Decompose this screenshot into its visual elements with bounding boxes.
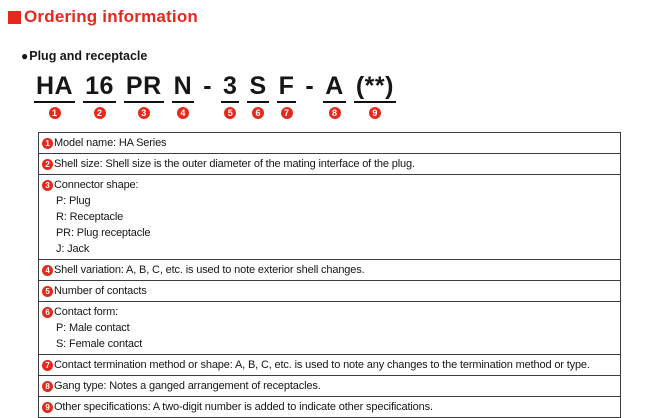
part-number-text: - (305, 72, 315, 100)
part-number-text: N (172, 73, 195, 103)
part-number-segment (221, 73, 239, 119)
table-row (39, 133, 620, 153)
row-number-badge: 8 (42, 381, 53, 392)
segment-number-badge: 2 (94, 107, 106, 119)
subsection-title: Plug and receptacle (29, 49, 148, 63)
segment-number-badge: 9 (369, 107, 381, 119)
part-number-text: A (323, 73, 346, 103)
part-number-segment (172, 73, 195, 119)
part-number-segment (323, 73, 346, 119)
table-row (39, 396, 620, 417)
table-row-main-line (42, 283, 617, 299)
segment-number-badge: 5 (224, 107, 236, 119)
part-number-segment (277, 73, 297, 119)
table-row-main-line (42, 135, 617, 151)
part-number-text: (**) (354, 73, 396, 103)
row-text: Shell variation: A, B, C, etc. is used to note exterior shell changes. (54, 264, 365, 276)
part-number-text: F (277, 73, 297, 103)
bullet-icon: ● (21, 49, 29, 63)
part-number-segment (354, 73, 396, 119)
table-row-sub-line: J: Jack (56, 243, 90, 255)
table-row-main-line (42, 378, 617, 394)
table-row-main-line (42, 156, 617, 172)
row-text: Other specifications: A two-digit number is added to indicate other specifications. (54, 401, 433, 413)
row-text: Number of contacts (54, 285, 147, 297)
table-row-sub-line: P: Plug (56, 195, 91, 207)
row-number-badge: 1 (42, 138, 53, 149)
segment-number-badge: 6 (252, 107, 264, 119)
table-row (39, 375, 620, 396)
part-number-text: - (203, 72, 213, 100)
table-row-main-line (42, 357, 617, 373)
page-title: Ordering information (24, 7, 198, 26)
part-number-text: HA (34, 73, 75, 103)
row-number-badge: 7 (42, 360, 53, 371)
segment-number-badge: 8 (329, 107, 341, 119)
row-number-badge: 9 (42, 402, 53, 413)
table-row (39, 301, 620, 354)
row-text: Contact termination method or shape: A, B, C, etc. is used to note any changes to the termination method or type. (54, 359, 590, 371)
page-header (0, 0, 658, 27)
table-row (39, 259, 620, 280)
table-row (39, 174, 620, 259)
part-number-separator (202, 73, 213, 101)
row-number-badge: 4 (42, 265, 53, 276)
part-number-text: 16 (83, 73, 116, 103)
segment-number-badge: 3 (138, 107, 150, 119)
table-row (39, 153, 620, 174)
part-number-segment (34, 73, 75, 119)
ordering-table (38, 132, 621, 418)
table-row-main-line (42, 262, 617, 278)
part-number (34, 73, 658, 119)
row-text: Contact form: (54, 306, 119, 318)
part-number-text: 3 (221, 73, 239, 103)
part-number-segment (83, 73, 116, 119)
segment-number-badge: 4 (177, 107, 189, 119)
part-number-segment (124, 73, 164, 119)
table-row-main-line (42, 399, 617, 415)
table-row (39, 280, 620, 301)
part-number-separator (304, 73, 315, 101)
row-number-badge: 3 (42, 180, 53, 191)
row-text: Model name: HA Series (54, 137, 167, 149)
row-number-badge: 2 (42, 159, 53, 170)
table-row-sub-line: P: Male contact (56, 322, 130, 334)
table-row-sub-line: R: Receptacle (56, 211, 124, 223)
subsection-heading (21, 49, 658, 63)
row-number-badge: 5 (42, 286, 53, 297)
row-number-badge: 6 (42, 307, 53, 318)
segment-number-badge: 1 (49, 107, 61, 119)
row-text: Shell size: Shell size is the outer diameter of the mating interface of the plug. (54, 158, 415, 170)
row-text: Gang type: Notes a ganged arrangement of receptacles. (54, 380, 321, 392)
section-marker-square-icon (8, 11, 21, 24)
segment-number-badge: 7 (281, 107, 293, 119)
table-row-main-line (42, 304, 617, 320)
part-number-segment (247, 73, 268, 119)
part-number-text: S (247, 73, 268, 103)
row-text: Connector shape: (54, 179, 139, 191)
table-row-sub-line: S: Female contact (56, 338, 143, 350)
table-row-main-line (42, 177, 617, 193)
table-row-sub-line: PR: Plug receptacle (56, 227, 151, 239)
part-number-text: PR (124, 73, 164, 103)
table-row (39, 354, 620, 375)
